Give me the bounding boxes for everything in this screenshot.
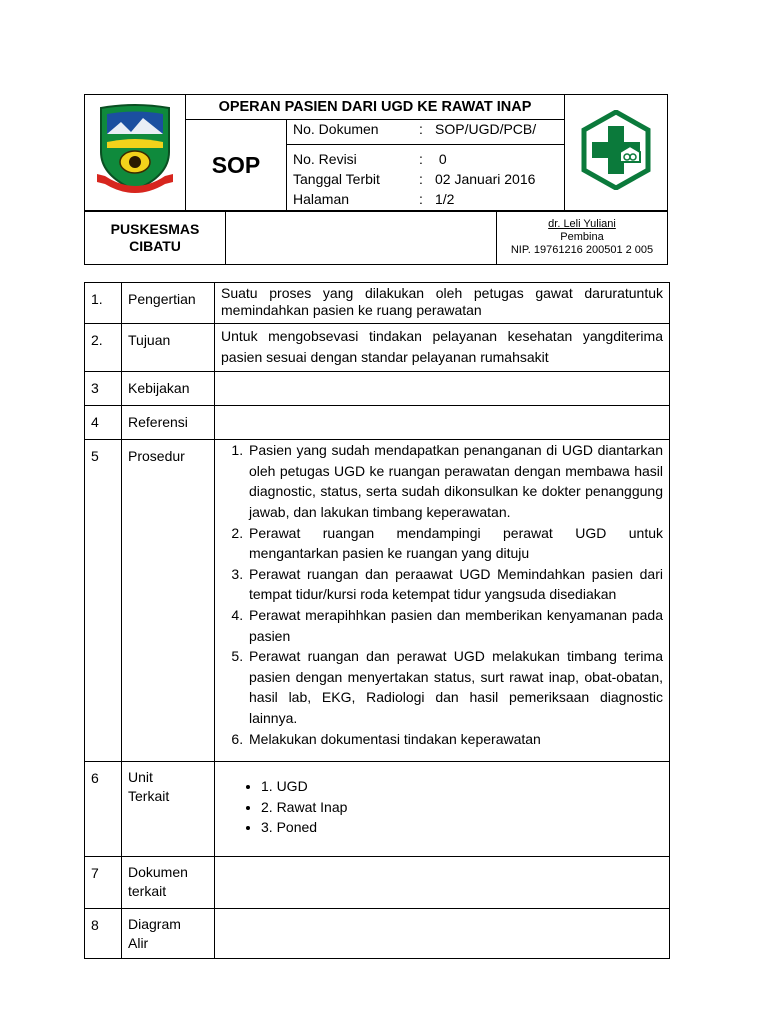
meta-row-tanggal: Tanggal Terbit : 02 Januari 2016 [293, 171, 536, 187]
meta-row-dokumen: No. Dokumen : SOP/UGD/PCB/ [287, 120, 564, 145]
document-meta [287, 120, 565, 211]
meta-row-revisi: No. Revisi : 0 [293, 151, 447, 167]
section-row-diagram-alir: 8 Diagram Alir [85, 908, 670, 958]
meta-row-halaman: Halaman : 1/2 [293, 191, 455, 207]
section-text: Untuk mengobsevasi tindakan pelayanan kesehatan yangditerima pasien sesuai dengan standar pelayanan rumahsakit [215, 324, 670, 372]
document-title: OPERAN PASIEN DARI UGD KE RAWAT INAP [186, 95, 565, 120]
section-row-kebijakan: 3 Kebijakan [85, 372, 670, 406]
unit-item: • 3. Poned [261, 817, 663, 838]
section-row-dokumen-terkait: 7 Dokumen terkait [85, 856, 670, 908]
signer-name: dr. Leli Yuliani [548, 218, 616, 230]
unit-item: • 2. Rawat Inap [261, 797, 663, 818]
puskesmas-logo-cell [565, 95, 668, 211]
procedure-step: 4. Perawat merapihhkan pasien dan memberikan kenyamanan pada pasien [247, 605, 663, 646]
regency-emblem-icon [95, 104, 175, 196]
procedure-list [221, 440, 663, 749]
unit-list [221, 776, 663, 838]
puskesmas-name: PUSKESMAS CIBATU [85, 212, 226, 265]
procedure-step: 2. Perawat ruangan mendampingi perawat UGD untuk mengantarkan pasien ke ruangan yang dituju [247, 523, 663, 564]
signer-rank: Pembina [560, 231, 604, 243]
section-row-tujuan: 2. Tujuan Untuk mengobsevasi tindakan pelayanan kesehatan yangditerima pasien sesuai dengan standar pelayanan rumahsakit [85, 324, 670, 372]
procedure-step: 6. Melakukan dokumentasi tindakan keperawatan [247, 729, 663, 750]
sop-header-bottom [84, 211, 668, 265]
section-row-referensi: 4 Referensi [85, 406, 670, 440]
sop-header-table [84, 94, 668, 211]
procedure-step: 5. Perawat ruangan dan perawat UGD melakukan timbang terima pasien dengan menyertakan status, surt rawat inap, obat-obatan, hasil lab, EKG, Radiologi dan hasil pemeriksaan diagnostic lainnya. [247, 646, 663, 728]
sop-body-table [84, 282, 670, 959]
unit-item: • 1. UGD [261, 776, 663, 797]
section-row-pengertian: 1. Pengertian Suatu proses yang dilakukan oleh petugas gawat daruratuntuk memindahkan pasien ke ruang perawatan [85, 283, 670, 324]
regency-emblem-cell [85, 95, 186, 211]
puskesmas-logo-icon [580, 110, 652, 190]
signature-block [497, 212, 668, 265]
blank-cell [226, 212, 497, 265]
procedure-step: 1. Pasien yang sudah mendapatkan penanganan di UGD diantarkan oleh petugas UGD ke ruangan perawatan dengan membawa hasil diagnostic, status, serta sudah dikonsulkan ke dokter penanggung jawab, dan lakukan timbang keperawatan. [247, 440, 663, 522]
section-row-unit-terkait: 6 Unit Terkait • 1. UGD • 2. Rawat Inap • 3. Poned [85, 762, 670, 857]
section-row-prosedur: 5 Prosedur 1. Pasien yang sudah mendapatkan penanganan di UGD diantarkan oleh petugas UGD ke ruangan perawatan dengan membawa hasil diagnostic, status, serta sudah dikonsulkan ke dokter penanggung jawab, dan lakukan timbang keperawatan. 2. Perawat ruangan mendampingi perawat UGD untuk mengantarkan pasien ke ruangan yang dituju 3. Perawat ruangan dan peraawat UGD Memindahkan pasien dari tempat tidur/kursi roda ketempat tidur yangsuda disediakan 4. Perawat merapihhkan pasien dan memberikan kenyamanan pada pasien 5. Perawat ruangan dan perawat UGD melakukan timbang terima pasien dengan menyertakan status, surt rawat inap, obat-obatan, hasil lab, EKG, Radiologi dan hasil pemeriksaan diagnostic lainnya. 6. Melakukan dokumentasi tindakan keperawatan [85, 440, 670, 762]
signer-nip: NIP. 19761216 200501 2 005 [510, 244, 654, 256]
sop-label: SOP [186, 120, 287, 211]
section-text: Suatu proses yang dilakukan oleh petugas gawat daruratuntuk memindahkan pasien ke ruang perawatan [215, 283, 670, 324]
procedure-step: 3. Perawat ruangan dan peraawat UGD Memindahkan pasien dari tempat tidur/kursi roda ketempat tidur yangsuda disediakan [247, 564, 663, 605]
